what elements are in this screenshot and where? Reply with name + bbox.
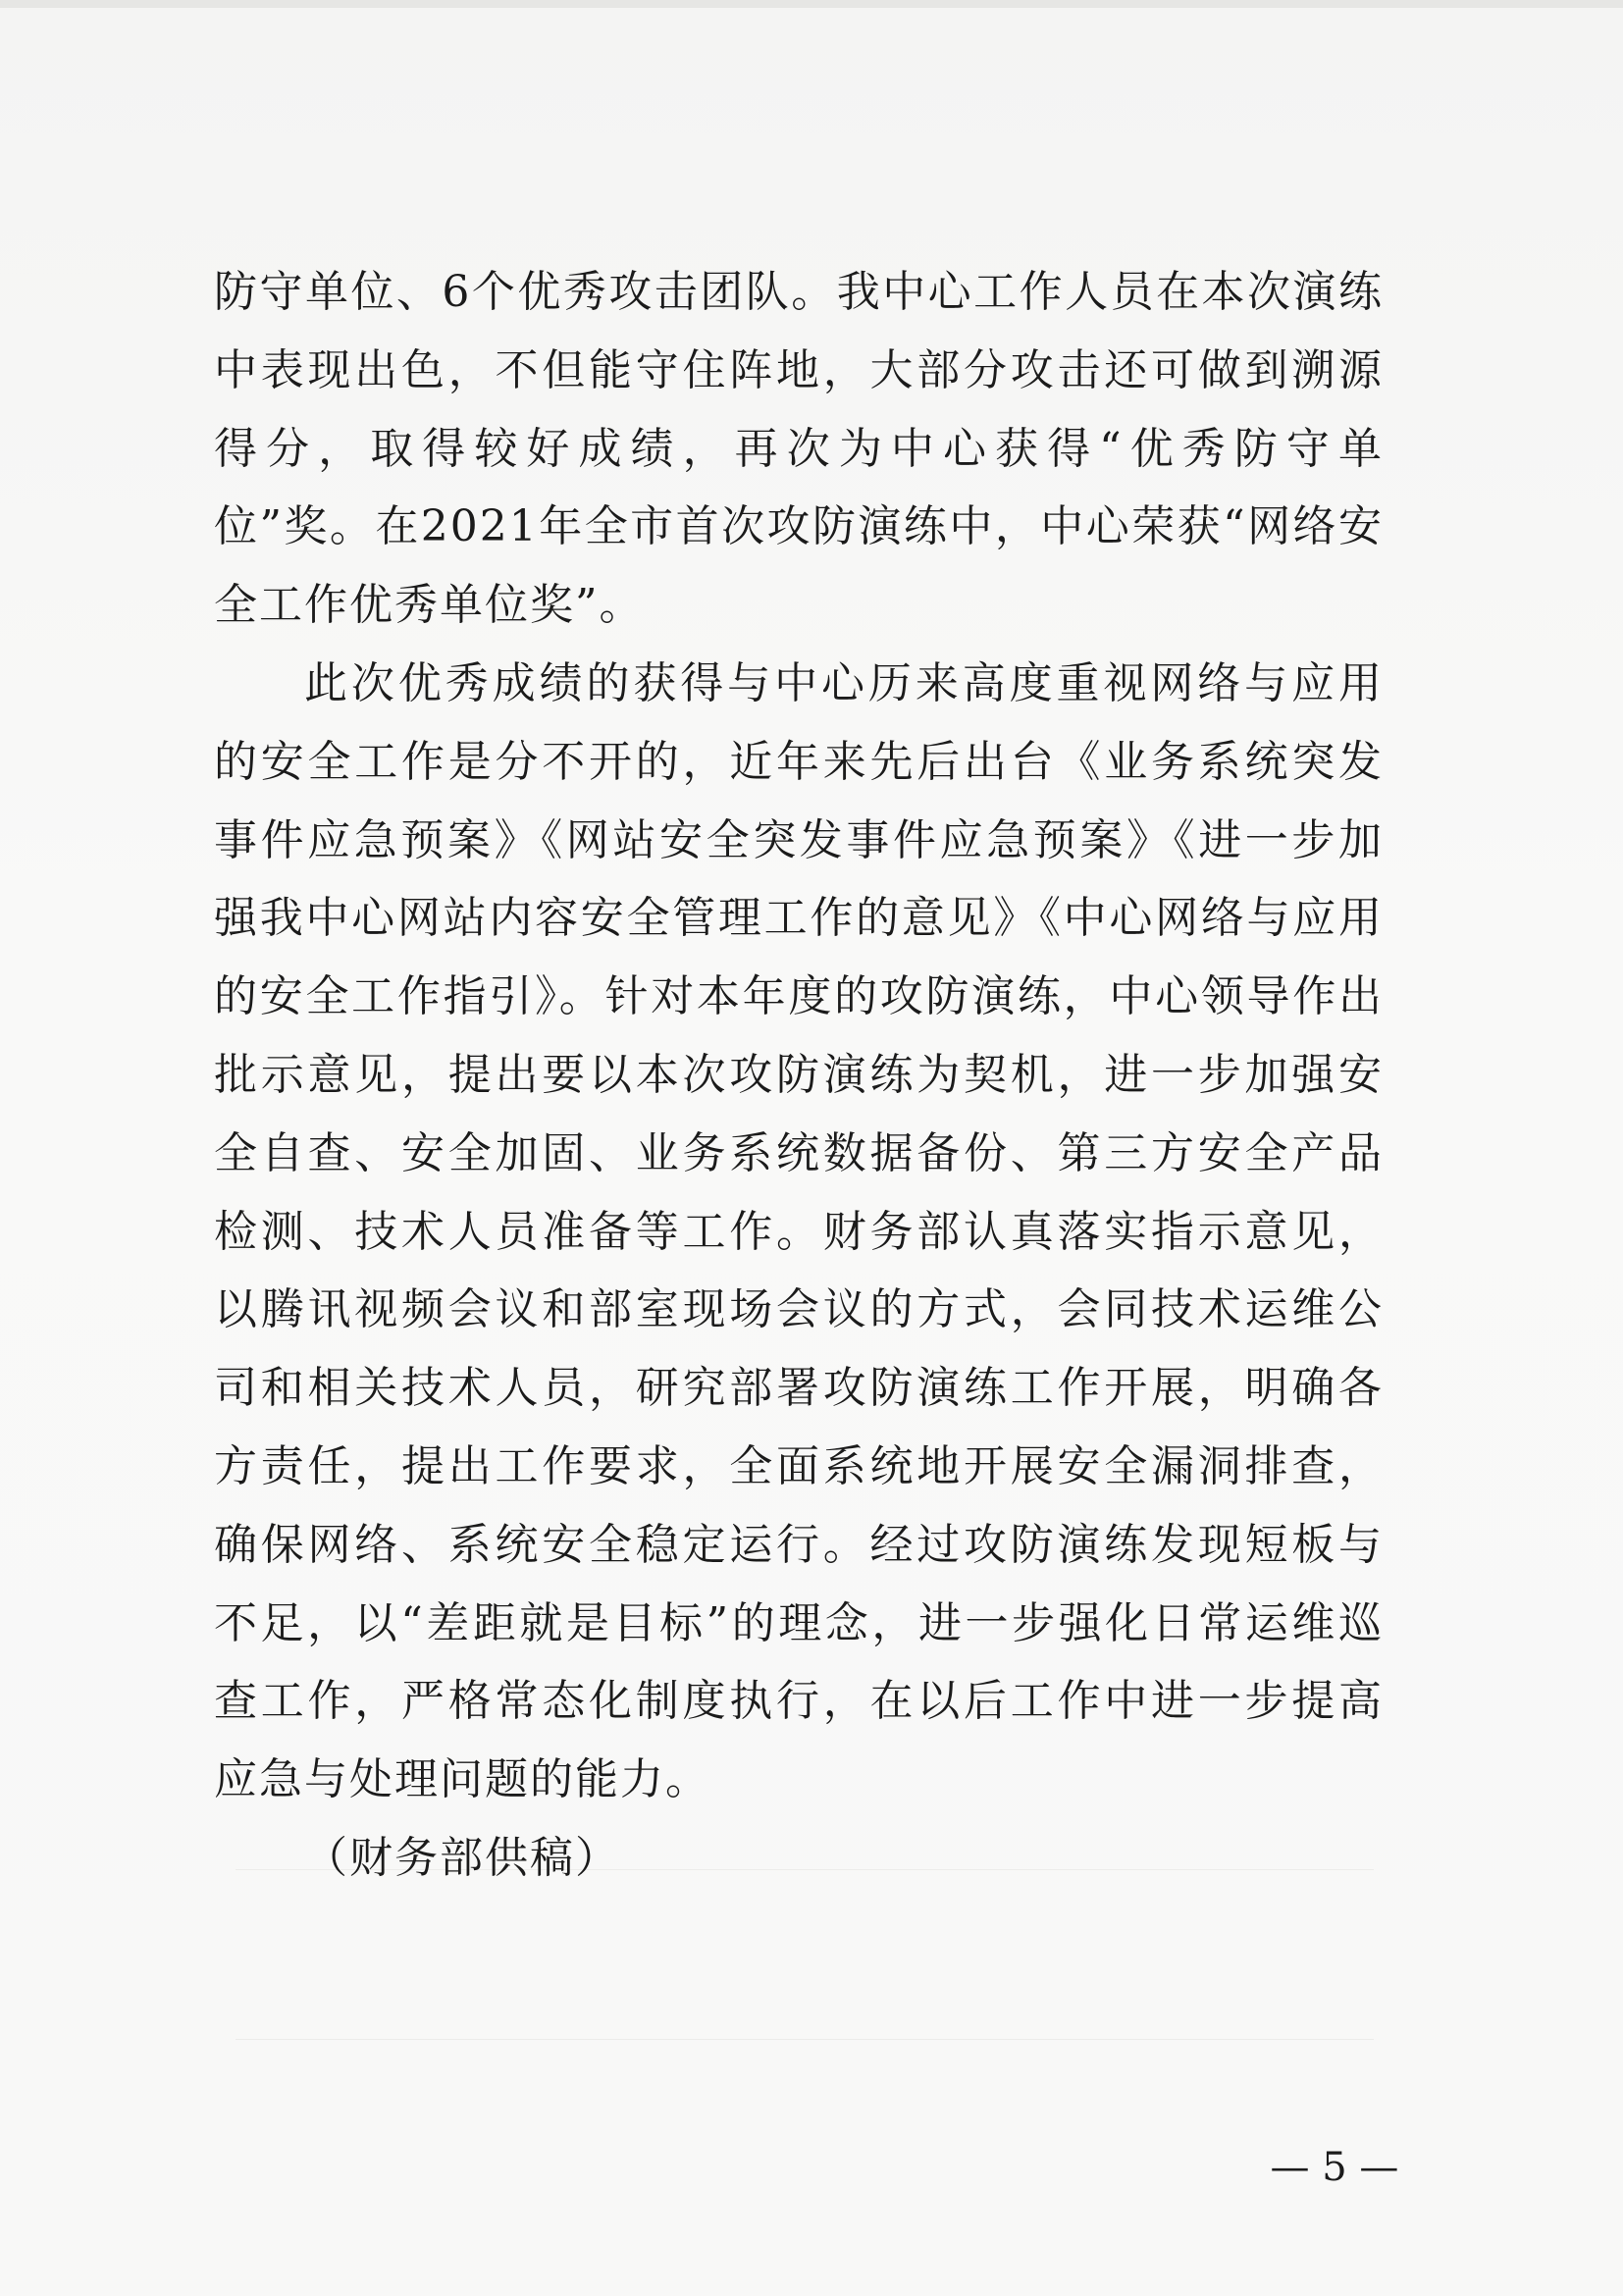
source-credit: （财务部供稿）	[304, 1832, 620, 1883]
scan-top-edge	[0, 0, 1623, 8]
paragraph-security-work: 此次优秀成绩的获得与中心历来高度重视网络与应用的安全工作是分不开的，近年来先后出台《业务系统突发事件应急预案》《网站安全突发事件应急预案》《进一步加强我中心网站内容安全管理工作的意见》《中心网络与应用的安全工作指引》。针对本年度的攻防演练，中心领导作出批示意见，提出要以本次攻防演练为契机，进一步加强安全自查、安全加固、业务系统数据备份、第三方安全产品检测、技术人员准备等工作。财务部认真落实指示意见，以腾讯视频会议和部室现场会议的方式，会同技术运维公司和相关技术人员，研究部署攻防演练工作开展，明确各方责任，提出工作要求，全面系统地开展安全漏洞排查，确保网络、系统安全稳定运行。经过攻防演练发现短板与不足，以“差距就是目标”的理念，进一步强化日常运维巡查工作，严格常态化制度执行，在以后工作中进一步提高应急与处理问题的能力。	[214, 657, 1384, 1805]
bleed-through-line	[236, 2039, 1374, 2040]
paragraph-continuation: 防守单位、6个优秀攻击团队。我中心工作人员在本次演练中表现出色，不但能守住阵地，大部分攻击还可做到溯源得分，取得较好成绩，再次为中心获得“优秀防守单位”奖。在2021年全市首次攻防演练中，中心荣获“网络安全工作优秀单位奖”。	[214, 267, 1384, 631]
document-body	[214, 253, 1384, 1898]
page-number: — 5 —	[1270, 2145, 1399, 2190]
